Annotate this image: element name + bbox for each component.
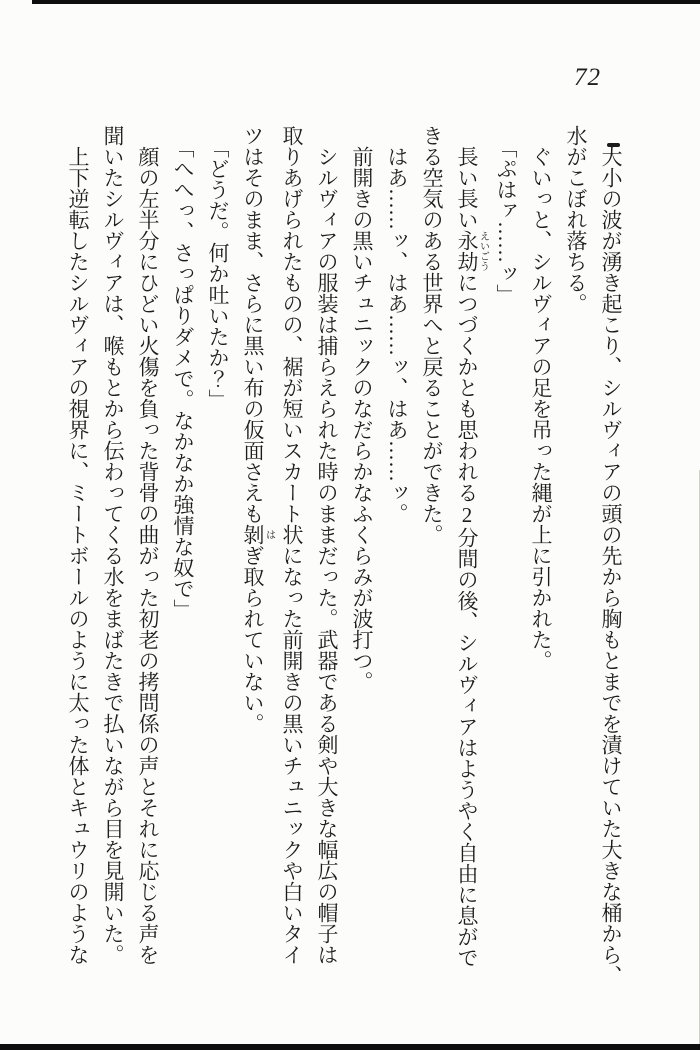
text-columns <box>68 125 628 1027</box>
text-line: 「ぷはァ……ッ」 <box>494 136 518 305</box>
text-line: きる空気のある世界へと戻ることができた。 <box>420 125 444 545</box>
text-line: 聞いたシルヴィアは、喉もとから伝わってくる水をまばたきで払いながら目を見開いた。 <box>101 125 125 965</box>
text-line: ぐいっと、シルヴィアの足を吊った縄が上に引かれた。 <box>529 146 553 671</box>
text-line: 大小の波が湧き起こり、シルヴィアの頭の先から胸もとまでを漬けていた大きな桶から、 <box>599 146 623 986</box>
text-line: シルヴィアの服装は捕らえられた時のままだった。武器である剣や大きな幅広の帽子は <box>315 146 339 965</box>
text-line: ツはそのまま、さらに黒い布の仮面さえも剝はぎ取られていない。 <box>241 125 275 734</box>
text-line: 取りあげられたものの、裾が短いスカート状になった前開きの黒いチュニックや白いタイ <box>280 125 304 965</box>
text-line: 水がこぼれ落ちる。 <box>564 125 588 314</box>
text-line: はあ……ッ、はあ……ッ、はあ……ッ。 <box>385 146 409 524</box>
text-line: 前開きの黒いチュニックのなだらかなふくらみが波打つ。 <box>350 146 374 692</box>
text-line: 上下逆転したシルヴィアの視界に、ミートボールのように太った体とキュウリのような <box>66 146 90 965</box>
ruby-annotated-word: 永劫えいごう <box>455 230 489 272</box>
bottom-scan-border <box>0 1044 700 1050</box>
top-scan-border <box>32 0 700 4</box>
text-line: 「へへっ、さっぱりダメで。なかなか強情な奴で」 <box>171 136 195 620</box>
text-line: 顔の左半分にひどい火傷を負った背骨の曲がった初老の拷問係の声とそれに応じる声を <box>136 146 160 965</box>
ruby-annotated-word: 剝は <box>241 524 275 545</box>
page-number: 72 <box>574 64 601 91</box>
text-line: 長い長い永劫えいごうにつづくかとも思われる2分間の後、シルヴィアはようやく自由に息がで <box>455 146 489 968</box>
text-line: 「どうだ。何か吐いたか？」 <box>206 136 230 410</box>
upright-digit: 2 <box>455 503 479 527</box>
